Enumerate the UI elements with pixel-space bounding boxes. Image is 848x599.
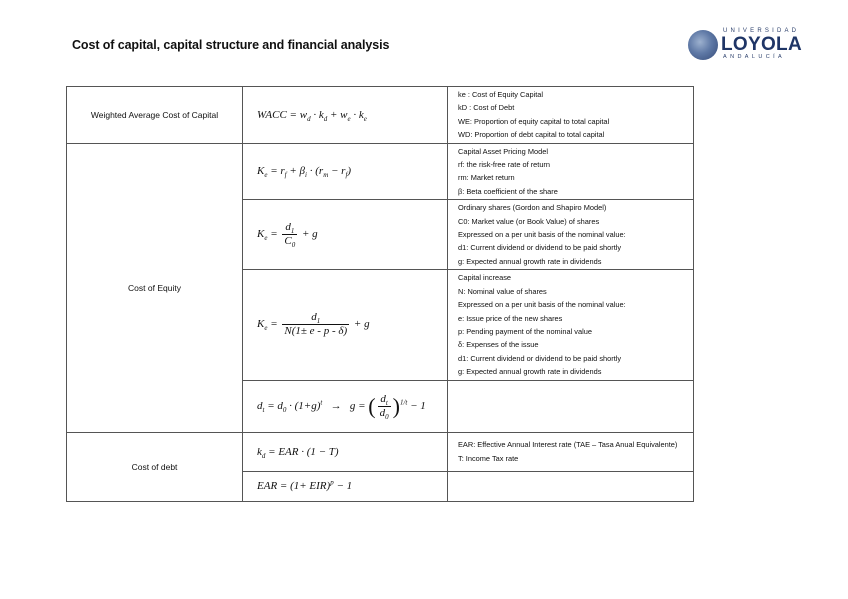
- wacc-formula: WACC = $w_d \cdot k_d + w_e \cdot k_e$: [243, 87, 448, 144]
- logo-top-text: UNIVERSIDAD: [723, 28, 800, 34]
- gordon-note: Expressed on a per unit basis of the nominal value:: [458, 230, 626, 240]
- capital-increase-note: δ: Expenses of the issue: [458, 340, 539, 350]
- equity-label: Cost of Equity: [67, 143, 243, 432]
- table-row-wacc: [67, 87, 694, 144]
- capm-note: β: Beta coefficient of the share: [458, 186, 558, 196]
- wacc-note: kD : Cost of Debt: [458, 103, 515, 113]
- cost-of-debt-formula: $k_d$ = EAR · (1 − T): [243, 432, 448, 471]
- debt-label: Cost of debt: [67, 432, 243, 501]
- debt-notes: [448, 432, 694, 471]
- capital-increase-note: g: Expected annual growth rate in dividends: [458, 367, 602, 377]
- wacc-note: ke : Cost of Equity Capital: [458, 90, 544, 99]
- empty-notes-cell: [448, 380, 694, 432]
- logo-main-text: LOYOLA: [721, 34, 802, 55]
- capital-increase-note: p: Pending payment of the nominal value: [458, 326, 592, 336]
- formula-table: [66, 86, 694, 502]
- logo-emblem-icon: [688, 30, 718, 60]
- capital-increase-note: Capital increase: [458, 273, 511, 283]
- wacc-notes: [448, 87, 694, 144]
- wacc-note: WD: Proportion of debt capital to total capital: [458, 130, 605, 140]
- gordon-note: g: Expected annual growth rate in dividends: [458, 256, 602, 266]
- capm-note: rm: Market return: [458, 173, 515, 183]
- gordon-formula: $K_e$ = $\frac{d_1}{C_0}$ + g: [243, 200, 448, 270]
- gordon-note: Ordinary shares (Gordon and Shapiro Model): [458, 203, 607, 213]
- capm-formula: $K_e = r_f + \beta_i \cdot (r_m - r_f)$: [243, 143, 448, 200]
- capital-increase-formula: $K_e$ = $\frac{d_1}{N(1\pm e - p - \delta)}$ + g: [243, 270, 448, 380]
- capital-increase-note: Expressed on a per unit basis of the nominal value:: [458, 300, 626, 310]
- debt-note: EAR: Effective Annual Interest rate (TAE – Tasa Anual Equivalente): [458, 440, 678, 450]
- university-logo: [688, 28, 800, 62]
- gordon-note: d1: Current dividend or dividend to be paid shortly: [458, 243, 622, 253]
- capital-increase-notes: [448, 270, 694, 380]
- logo-bottom-text: ANDALUCÍA: [723, 54, 786, 60]
- gordon-notes: [448, 200, 694, 270]
- dividend-growth-formula: $d_t = d_0 \cdot (1+g)^t \to g$ = ( $\frac{d_t}{d_0}$ )$^{1/t}$ − 1: [243, 380, 448, 432]
- capm-notes: [448, 143, 694, 200]
- wacc-label: Weighted Average Cost of Capital: [67, 87, 243, 144]
- capm-note: Capital Asset Pricing Model: [458, 146, 548, 156]
- capital-increase-note: d1: Current dividend or dividend to be paid shortly: [458, 353, 622, 363]
- table-row-capm: [67, 143, 694, 200]
- wacc-note: WE: Proportion of equity capital to total capital: [458, 116, 610, 126]
- gordon-note: C0: Market value (or Book Value) of shares: [458, 216, 600, 226]
- page-title: Cost of capital, capital structure and financial analysis: [72, 38, 390, 52]
- table-row-cost-of-debt: [67, 432, 694, 471]
- capital-increase-note: N: Nominal value of shares: [458, 286, 547, 296]
- debt-note: T: Income Tax rate: [458, 453, 519, 463]
- capm-note: rf: the risk-free rate of return: [458, 160, 551, 170]
- ear-formula: EAR = (1+ EIR)$^p$ − 1: [243, 471, 448, 501]
- capital-increase-note: e: Issue price of the new shares: [458, 313, 563, 323]
- empty-notes-cell: [448, 471, 694, 501]
